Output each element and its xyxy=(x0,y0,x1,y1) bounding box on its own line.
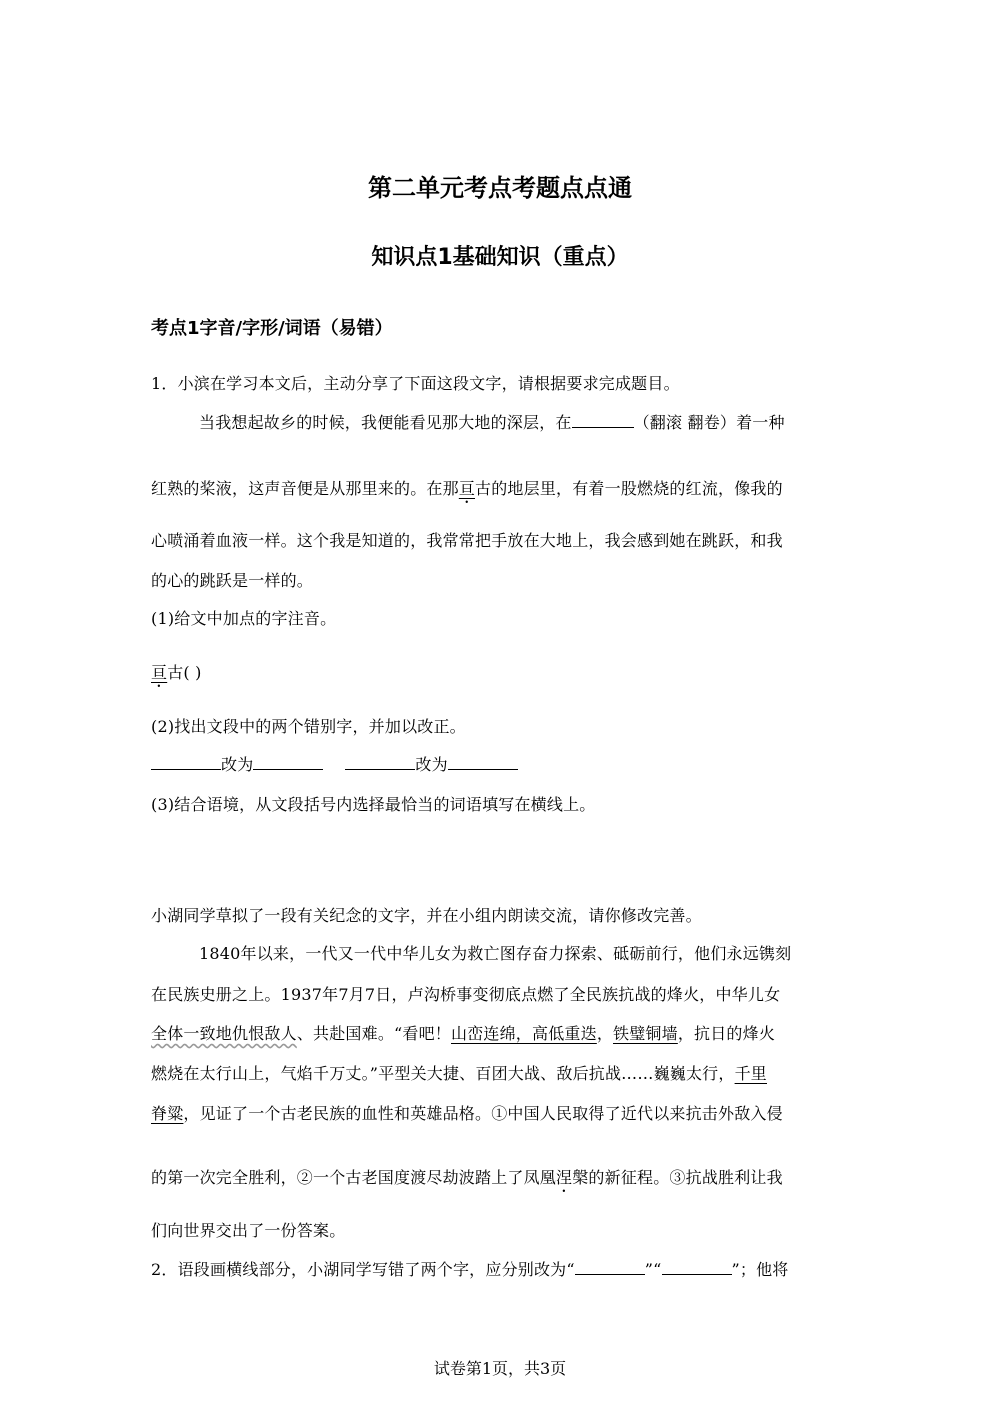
q2-passage-line-2: 在民族史册之上。1937年7月7日，卢沟桥事变彻底点燃了全民族抗战的烽火，中华儿女 xyxy=(151,985,781,1004)
answer-blank[interactable] xyxy=(151,755,221,770)
question-1-stem: 1．小滨在学习本文后，主动分享了下面这段文字，请根据要求完成题目。 xyxy=(151,374,680,393)
q1-passage-line-2-end: 古的地层里，有着一股燃烧的红流，像我的 xyxy=(475,479,783,498)
dotted-character: 涅 xyxy=(556,1168,573,1187)
q1-passage-line-4: 的心的跳跃是一样的。 xyxy=(151,571,314,590)
q2-line-6-end: 槃的新征程。③抗战胜利让我 xyxy=(572,1168,783,1187)
q2-passage-line-1: 1840年以来，一代又一代中华儿女为救亡图存奋力探索、砥砺前行，他们永远镌刻 xyxy=(199,944,792,963)
q2-passage-line-7: 们向世界交出了一份答案。 xyxy=(151,1221,346,1240)
answer-blank[interactable] xyxy=(572,413,634,428)
underlined-phrase: 山峦连绵，高低重迭 xyxy=(451,1024,597,1043)
answer-blank[interactable] xyxy=(448,755,518,770)
q2-stem-quote: ”“ xyxy=(644,1260,662,1279)
q2-intro: 小湖同学草拟了一段有关纪念的文字，并在小组内朗读交流，请你修改完善。 xyxy=(151,906,702,925)
subsection-title: 考点1字音/字形/词语（易错） xyxy=(151,318,393,339)
q1-sub2-answer-line xyxy=(151,752,518,775)
answer-blank[interactable] xyxy=(662,1260,732,1275)
q1-sub-question-1: (1)给文中加点的字注音。 xyxy=(151,609,337,628)
q2-passage-line-5 xyxy=(151,1101,783,1124)
q2-stem-end: ”；他将 xyxy=(731,1260,789,1279)
q2-line-3-text: 、共赴国难。“看吧！ xyxy=(296,1024,451,1043)
document-title: 第二单元考点考题点点通 xyxy=(368,174,632,202)
answer-blank[interactable] xyxy=(253,755,323,770)
change-to-label: 改为 xyxy=(415,755,448,774)
q1-passage-line-2 xyxy=(151,476,783,507)
pinyin-answer-slot[interactable]: 古( ) xyxy=(167,663,202,682)
q1-sub1-answer-line xyxy=(151,660,202,691)
underlined-phrase: 脊粱 xyxy=(151,1104,184,1123)
answer-blank[interactable] xyxy=(575,1260,645,1275)
q2-passage-line-4 xyxy=(151,1061,767,1084)
question-2-stem xyxy=(151,1257,789,1280)
dotted-character: 亘 xyxy=(151,663,168,682)
underlined-phrase: 铁璧铜墙 xyxy=(613,1024,678,1043)
q1-passage-line-1 xyxy=(199,410,785,433)
change-to-label: 改为 xyxy=(221,755,254,774)
answer-blank[interactable] xyxy=(345,755,415,770)
dotted-character: 亘 xyxy=(458,479,476,498)
page-footer: 试卷第1页，共3页 xyxy=(433,1359,567,1378)
section-title: 知识点1基础知识（重点） xyxy=(371,245,629,270)
q1-sub-question-3: (3)结合语境，从文段括号内选择最恰当的词语填写在横线上。 xyxy=(151,795,596,814)
q1-sub-question-2: (2)找出文段中的两个错别字，并加以改正。 xyxy=(151,717,466,736)
q2-line-4-text: 燃烧在太行山上，气焰千万丈。”平型关大捷、百团大战、敌后抗战……巍巍太行， xyxy=(151,1064,735,1083)
q1-passage-line-1-options: （翻滚 翻卷）着一种 xyxy=(633,413,785,432)
q1-passage-line-3: 心喷涌着血液一样。这个我是知道的，我常常把手放在大地上，我会感到她在跳跃，和我 xyxy=(151,531,783,550)
q2-line-6-start: 的第一次完全胜利，②一个古老国度渡尽劫波踏上了凤凰 xyxy=(151,1168,557,1187)
q2-stem-start: 2．语段画横线部分，小湖同学写错了两个字，应分别改为“ xyxy=(151,1260,575,1279)
q2-passage-line-3 xyxy=(151,1021,775,1044)
q2-line-3-comma: ， xyxy=(596,1024,614,1043)
q2-passage-line-6 xyxy=(151,1165,783,1196)
underlined-phrase: 千里 xyxy=(734,1064,767,1083)
wavy-underlined-phrase: 全体一致地仇恨敌人 xyxy=(151,1024,297,1043)
q2-line-3-end: ，抗日的烽火 xyxy=(677,1024,776,1043)
q1-passage-line-2-start: 红熟的桨液，这声音便是从那里来的。在那 xyxy=(151,479,459,498)
q2-line-5-text: ，见证了一个古老民族的血性和英雄品格。①中国人民取得了近代以来抗击外敌入侵 xyxy=(183,1104,783,1123)
q1-passage-line-1-start: 当我想起故乡的时候，我便能看见那大地的深层，在 xyxy=(199,413,572,432)
